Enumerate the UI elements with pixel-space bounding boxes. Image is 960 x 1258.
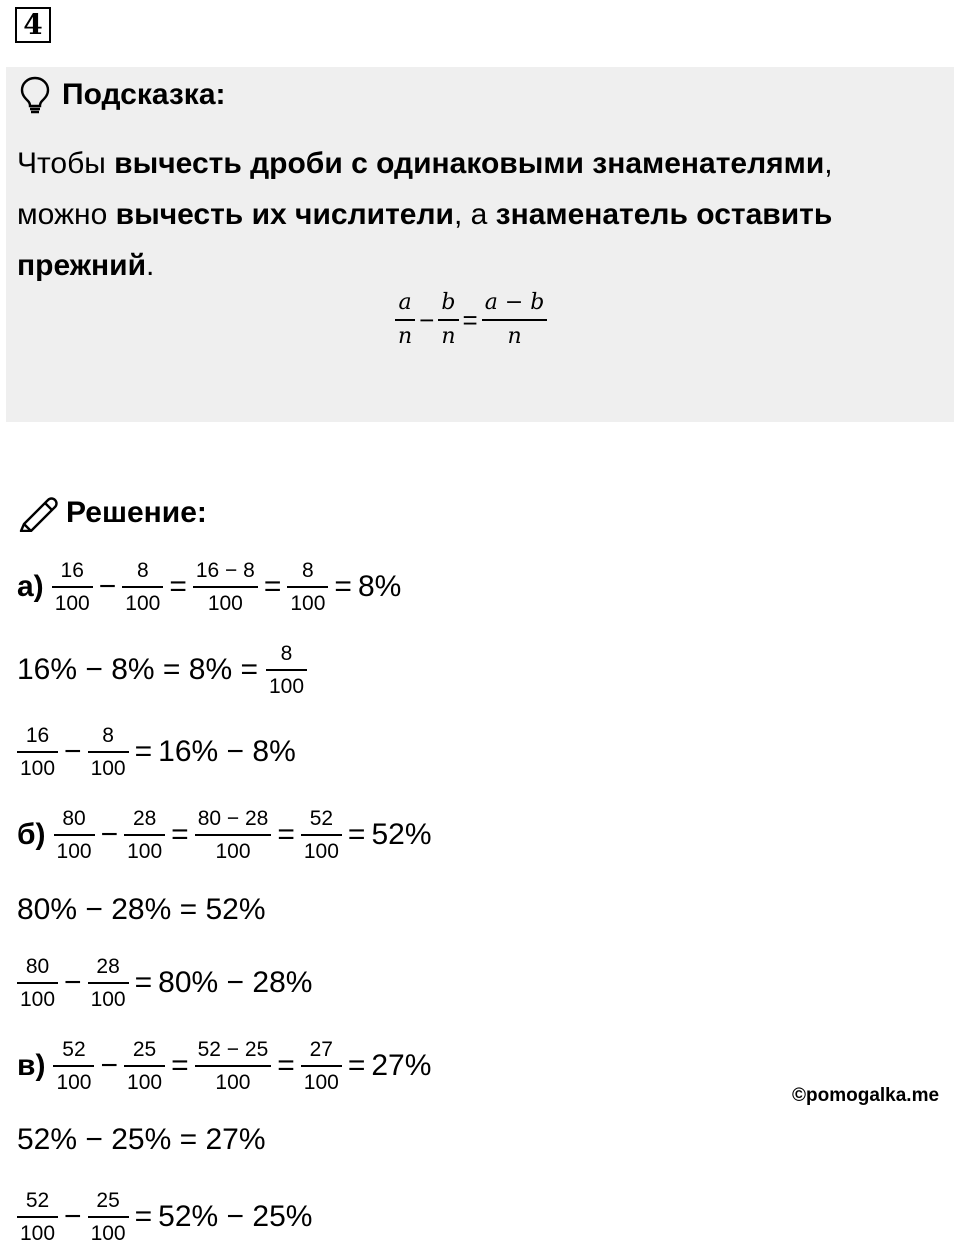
result-value: 27% xyxy=(371,1049,432,1082)
fraction: $\frac{25}{100}$ xyxy=(88,1190,129,1244)
fraction: $\frac{a}{n}$ xyxy=(395,292,415,348)
equals-sign: = xyxy=(171,1049,189,1082)
fraction: $\frac{80 - 28}{100}$ xyxy=(195,808,272,862)
minus-sign: − xyxy=(100,1049,119,1082)
minus-sign: − xyxy=(98,570,117,603)
fraction: $\frac{80}{100}$ xyxy=(17,956,58,1010)
hint-title xyxy=(20,76,226,114)
fraction: $\frac{16 - 8}{100}$ xyxy=(193,560,258,614)
fraction: $\frac{28}{100}$ xyxy=(88,956,129,1010)
solution-a-line2 xyxy=(17,643,307,697)
hint-title-text: Подсказка: xyxy=(62,78,226,111)
fraction: $\frac{a - b}{n}$ xyxy=(482,292,548,348)
result-value: 52% xyxy=(371,818,432,851)
hint-bold-part: знаменатель оставить прежний xyxy=(17,198,833,282)
fraction: $\frac{8}{100}$ xyxy=(287,560,328,614)
equals-sign: = xyxy=(134,966,153,999)
fraction: $\frac{28}{100}$ xyxy=(124,808,165,862)
hint-bold-part: вычесть дроби с одинаковыми знаменателями xyxy=(114,147,825,180)
equation-text: 80% − 28% xyxy=(158,966,313,999)
equation-text: 80% − 28% = 52% xyxy=(17,893,266,926)
minus-sign: − xyxy=(64,966,82,999)
hint-text-part: Чтобы xyxy=(17,147,115,180)
fraction: $\frac{52}{100}$ xyxy=(301,808,342,862)
solution-a-line1 xyxy=(17,560,401,614)
item-label: в) xyxy=(17,1049,46,1082)
equation-text: 16% − 8% = 8% = xyxy=(17,653,258,686)
hint-text xyxy=(17,138,927,291)
fraction: $\frac{8}{100}$ xyxy=(88,725,129,779)
minus-sign: − xyxy=(100,818,119,851)
equals-sign: = xyxy=(277,1049,295,1082)
equals-sign: = xyxy=(169,570,187,603)
fraction: $\frac{16}{100}$ xyxy=(52,560,93,614)
lightbulb-icon xyxy=(20,76,50,114)
fraction: $\frac{b}{n}$ xyxy=(438,292,458,348)
equation-text: 52% − 25% = 27% xyxy=(17,1123,266,1156)
fraction: $\frac{80}{100}$ xyxy=(54,808,95,862)
task-number: 4 xyxy=(15,7,51,43)
equation-text: 16% − 8% xyxy=(158,735,296,768)
solution-b-line1 xyxy=(17,808,432,862)
fraction: $\frac{52 - 25}{100}$ xyxy=(195,1039,272,1093)
fraction: $\frac{52}{100}$ xyxy=(53,1039,94,1093)
hint-text-part: , можно xyxy=(17,147,833,231)
solution-b-line3 xyxy=(17,956,312,1010)
fraction: $\frac{16}{100}$ xyxy=(17,725,58,779)
hint-bold-part: вычесть их числители xyxy=(115,198,454,231)
equals-sign: = xyxy=(277,818,295,851)
item-label: б) xyxy=(17,818,46,851)
fraction: $\frac{8}{100}$ xyxy=(122,560,163,614)
minus-sign: − xyxy=(64,735,82,768)
equals-sign: = xyxy=(134,735,153,768)
minus-sign: − xyxy=(419,304,435,335)
fraction: $\frac{25}{100}$ xyxy=(124,1039,165,1093)
fraction: $\frac{27}{100}$ xyxy=(301,1039,342,1093)
equals-sign: = xyxy=(263,570,282,603)
equals-sign: = xyxy=(171,818,189,851)
solution-c-line1 xyxy=(17,1039,431,1093)
watermark: ©pomogalka.me xyxy=(792,1085,940,1106)
equals-sign: = xyxy=(134,1200,153,1233)
result-value: 8% xyxy=(357,570,402,603)
hint-text-part: , а xyxy=(453,198,496,231)
solution-c-line2 xyxy=(17,1123,266,1157)
solution-b-line2 xyxy=(17,893,266,927)
equals-sign: = xyxy=(347,1049,366,1082)
solution-c-line3 xyxy=(17,1190,312,1244)
solution-title-text: Решение: xyxy=(66,496,207,529)
solution-title xyxy=(18,494,207,532)
pencil-icon xyxy=(18,494,60,532)
hint-formula xyxy=(395,292,547,348)
equals-sign: = xyxy=(462,304,478,335)
fraction: $\frac{52}{100}$ xyxy=(17,1190,58,1244)
solution-a-line3 xyxy=(17,725,296,779)
fraction: $\frac{8}{100}$ xyxy=(266,643,307,697)
minus-sign: − xyxy=(64,1200,82,1233)
equals-sign: = xyxy=(347,818,366,851)
equals-sign: = xyxy=(334,570,352,603)
item-label: а) xyxy=(17,570,44,603)
equation-text: 52% − 25% xyxy=(158,1200,313,1233)
hint-text-part: . xyxy=(146,249,155,282)
